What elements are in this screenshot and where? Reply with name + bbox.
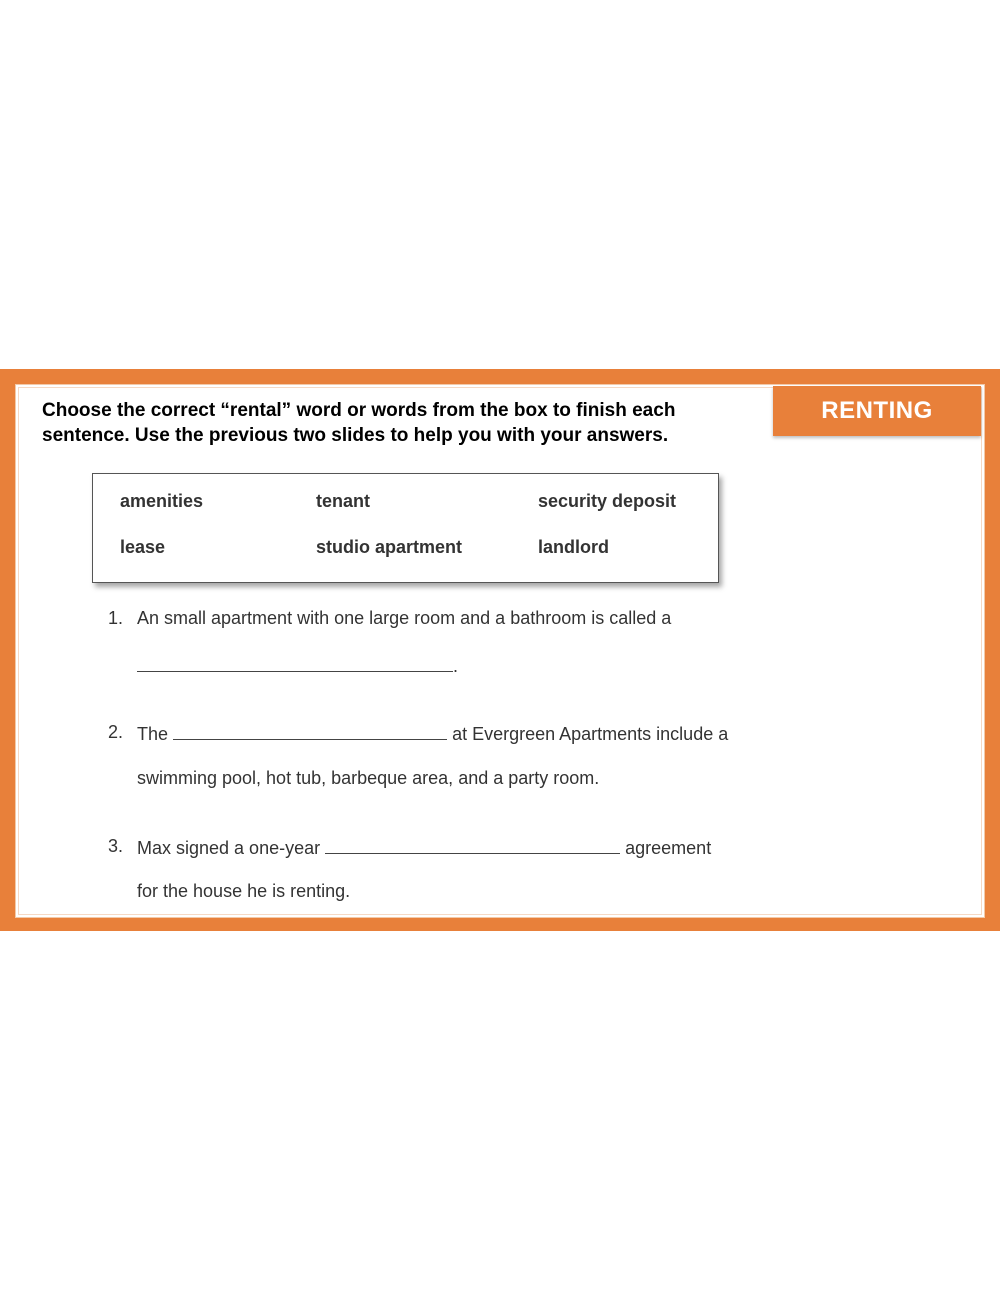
answer-blank-2[interactable] (173, 722, 447, 740)
word-bank-box (92, 473, 719, 583)
word-amenities: amenities (120, 491, 204, 511)
word-landlord: landlord (538, 537, 609, 557)
word-security-deposit: security deposit (538, 491, 677, 511)
question-1-period: . (453, 656, 459, 676)
question-1-number: 1. (108, 608, 124, 628)
answer-blank-3[interactable] (325, 836, 620, 854)
question-2-line-1 (137, 722, 728, 745)
word-tenant: tenant (316, 491, 370, 511)
question-2-number: 2. (108, 722, 124, 742)
question-2 (108, 722, 123, 743)
question-2-line-2: swimming pool, hot tub, barbeque area, and a party room. (137, 768, 600, 788)
question-3-line-1 (137, 836, 711, 859)
word-lease: lease (120, 537, 166, 557)
renting-banner: RENTING (773, 386, 981, 436)
word-studio-apartment: studio apartment (316, 537, 463, 557)
slide-frame (0, 369, 1000, 931)
question-3 (108, 836, 123, 857)
question-1-line-2 (137, 654, 458, 677)
question-3-after: agreement (625, 838, 712, 858)
question-2-before: The (137, 724, 169, 744)
instructions-line-1: Choose the correct “rental” word or words from the box to finish each (42, 400, 676, 421)
question-1 (108, 608, 123, 629)
question-3-line-2: for the house he is renting. (137, 881, 351, 901)
question-3-before: Max signed a one-year (137, 838, 321, 858)
answer-blank-1[interactable] (137, 654, 453, 672)
question-2-after: at Evergreen Apartments include a (452, 724, 729, 744)
instructions-text (42, 398, 762, 448)
question-1-line-1: An small apartment with one large room and a bathroom is called a (137, 608, 672, 628)
question-3-number: 3. (108, 836, 124, 856)
instructions-line-2: sentence. Use the previous two slides to help you with your answers. (42, 425, 669, 446)
